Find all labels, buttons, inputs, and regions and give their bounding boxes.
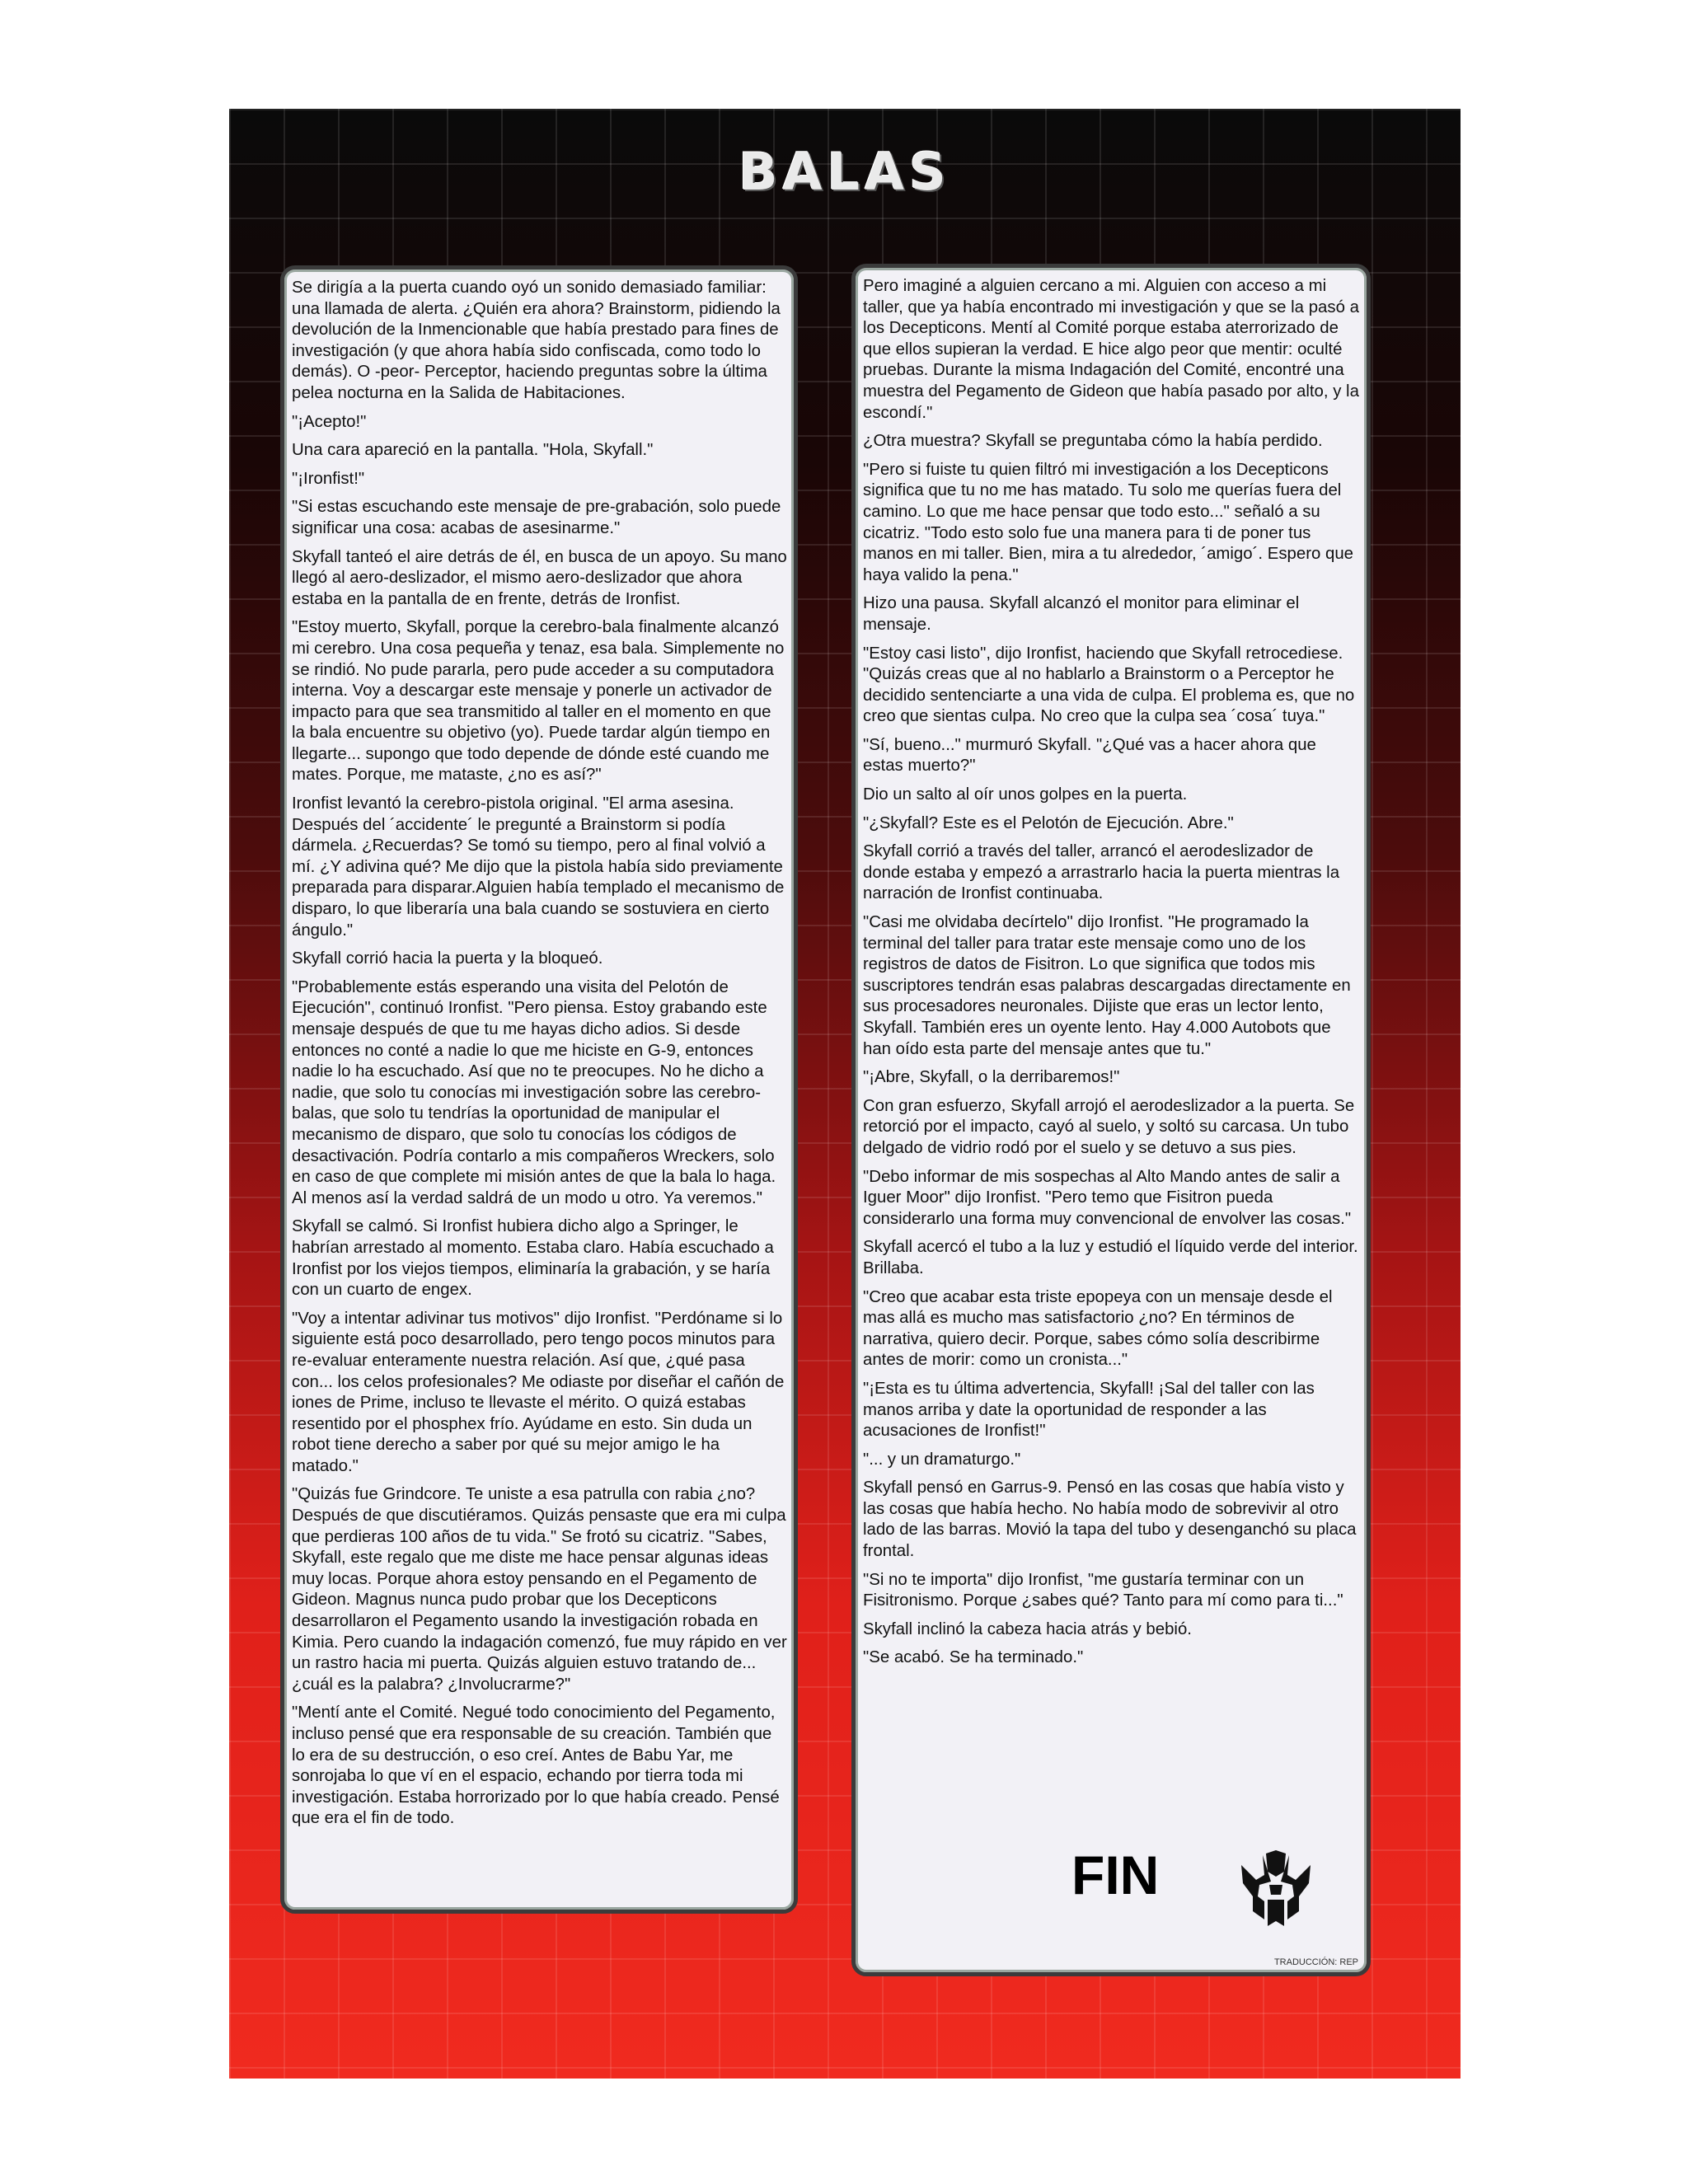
- paragraph: Skyfall se calmó. Si Ironfist hubiera dicho algo a Springer, le habrían arrestado al momento. Estaba claro. Había escuchado a Ironfist por los viejos tiempos, eliminaría la grabación, y se haría con un cuarto de engex.: [292, 1217, 774, 1300]
- autobot-logo-icon: [1235, 1847, 1317, 1929]
- paragraph: "Si estas escuchando este mensaje de pre-grabación, solo puede significar una cosa: acabas de asesinarme.": [292, 498, 781, 537]
- paragraph: Pero imaginé a alguien cercano a mi. Alguien con acceso a mi taller, que ya había encontrado mi investigación y que se la pasó a los Decepticons. Mentí al Comité porque estaba aterrorizado de que ellos supieran la verdad. E hice algo peor que mentir: oculté pruebas. Durante la misma Indagación del Comité, encontré una muestra del Pegamento de Gideon que había pasado por alto, y la escondí.": [863, 277, 1359, 422]
- translation-credit: TRADUCCIÓN: REP: [1273, 1957, 1358, 1967]
- paragraph: "Debo informar de mis sospechas al Alto Mando antes de salir a Iguer Moor" dijo Ironfist. "Pero temo que Fisitron pueda considerarlo una forma muy convencional de envolver las cosas.": [863, 1167, 1352, 1228]
- paragraph: "... y un dramaturgo.": [863, 1450, 1021, 1469]
- paragraph: Skyfall acercó el tubo a la luz y estudió el líquido verde del interior. Brillaba.: [863, 1238, 1358, 1277]
- paragraph: Hizo una pausa. Skyfall alcanzó el monitor para eliminar el mensaje.: [863, 594, 1300, 634]
- paragraph: Skyfall inclinó la cabeza hacia atrás y bebió.: [863, 1619, 1192, 1638]
- page-title: BALAS: [738, 142, 951, 202]
- paragraph: "Sí, bueno..." murmuró Skyfall. "¿Qué vas a hacer ahora que estas muerto?": [863, 735, 1316, 776]
- paragraph: "¡Abre, Skyfall, o la derribaremos!": [863, 1068, 1120, 1087]
- paragraph: "¡Esta es tu última advertencia, Skyfall! ¡Sal del taller con las manos arriba y date la oportunidad de responder a las acusaciones de Ironfist!": [863, 1379, 1315, 1441]
- paragraph: "¿Skyfall? Este es el Pelotón de Ejecución. Abre.": [863, 813, 1234, 832]
- paragraph: "Pero si fuiste tu quien filtró mi investigación a los Decepticons significa que tu no me has matado. Tu solo me querías fuera del camino. Lo que me hace pensar que todo esto..." señaló a su cicatriz. "Todo esto solo fue una manera para ti de poner tus manos en mi taller. Bien, mira a tu alrededor, ´amigo´. Espero que haya valido la pena.": [863, 460, 1354, 584]
- fin-label: FIN: [1071, 1844, 1160, 1905]
- paragraph: Skyfall tanteó el aire detrás de él, en busca de un apoyo. Su mano llegó al aero-deslizador, el mismo aero-deslizador que ahora estaba en la pantalla de en frente, detrás de Ironfist.: [292, 547, 787, 608]
- paragraph: "Se acabó. Se ha terminado.": [863, 1648, 1084, 1667]
- paragraph: "Casi me olvidaba decírtelo" dijo Ironfist. "He programado la terminal del taller para tratar este mensaje como uno de los registros de datos de Fisitron. Lo que significa que todos mis suscriptores tendrán esas palabras descargadas directamente en sus procesadores neuronales. Dijiste que eras un lector lento, Skyfall. También eres un oyente lento. Hay 4.000 Autobots que han oído esta parte del mensaje antes que tu.": [863, 913, 1351, 1058]
- paragraph: "¡Ironfist!": [292, 469, 365, 488]
- paragraph: "Voy a intentar adivinar tus motivos" dijo Ironfist. "Perdóname si lo siguiente está poco desarrollado, pero tengo pocos minutos para re-evaluar enteramente nuestra relación. Así que, ¿qué pasa con... los celos profesionales? Me odiaste por diseñar el cañón de iones de Prime, incluso te llevaste el mérito. O quizá estabas resentido por el phosphex frío. Ayúdame en esto. Sin duda un robot tiene derecho a saber por qué su mejor amigo le ha matado.": [292, 1309, 785, 1475]
- page-background: [229, 109, 1461, 2079]
- left-text-panel: [280, 265, 798, 1914]
- paragraph: Una cara apareció en la pantalla. "Hola, Skyfall.": [292, 441, 654, 460]
- paragraph: "Creo que acabar esta triste epopeya con un mensaje desde el mas allá es mucho mas satisfactorio ¿no? En términos de narrativa, quiero decir. Porque, sabes cómo solía describirme antes de morir: como un cronista...": [863, 1287, 1333, 1370]
- paragraph: "Si no te importa" dijo Ironfist, "me gustaría terminar con un Fisitronismo. Porque ¿sabes qué? Tanto para mí como para ti...": [863, 1570, 1343, 1610]
- paragraph: Skyfall corrió hacia la puerta y la bloqueó.: [292, 949, 603, 968]
- paragraph: Dio un salto al oír unos golpes en la puerta.: [863, 785, 1188, 804]
- paragraph: "Probablemente estás esperando una visita del Pelotón de Ejecución", continuó Ironfist. "Pero piensa. Estoy grabando este mensaje después de que tu me hayas dicho adios. Si desde entonces no conté a nadie lo que me hiciste en G-9, entonces nadie lo ha escuchado. Así que no te preocupes. No he dicho a nadie, que solo tu conocías mi investigación sobre las cerebro-balas, que solo tu tendrías la oportunidad de manipular el mecanismo de disparo, que solo tu conocías los códigos de desactivación. Podría contarlo a mis compañeros Wreckers, solo en caso de que complete mi misión antes de que la bala lo haga. Al menos así la verdad saldrá de un modo u otro. Ya veremos.": [292, 977, 776, 1207]
- paragraph: ¿Otra muestra? Skyfall se preguntaba cómo la había perdido.: [863, 432, 1323, 451]
- right-text-panel: [851, 264, 1371, 1976]
- paragraph: "Estoy casi listo", dijo Ironfist, haciendo que Skyfall retrocediese. "Quizás creas que al no hablarlo a Brainstorm o a Perceptor he decidido sentenciarte a una vida de culpa. El problema es, que no creo que sientas culpa. No creo que la culpa sea ´cosa´ tuya.": [863, 644, 1355, 726]
- paragraph: "¡Acepto!": [292, 412, 367, 431]
- paragraph: Skyfall corrió a través del taller, arrancó el aerodeslizador de donde estaba y empezó a arrastrarlo hacia la puerta mientras la narración de Ironfist continuaba.: [863, 842, 1340, 903]
- paragraph: Se dirigía a la puerta cuando oyó un sonido demasiado familiar: una llamada de alerta. ¿Quién era ahora? Brainstorm, pidiendo la devolución de la Inmencionable que había prestado para fines de investigación (y que ahora había sido confiscada, como todo lo demás). O -peor- Perceptor, haciendo preguntas sobre la última pelea nocturna en la Salida de Habitaciones.: [292, 279, 781, 402]
- paragraph: Con gran esfuerzo, Skyfall arrojó el aerodeslizador a la puerta. Se retorció por el impacto, cayó al suelo, y soltó su carcasa. Un tubo delgado de vidrio rodó por el suelo y se detuvo a sus pies.: [863, 1096, 1355, 1157]
- paragraph: Skyfall pensó en Garrus-9. Pensó en las cosas que había visto y las cosas que había hecho. No había modo de sobrevivir al otro lado de las barras. Movió la tapa del tubo y desenganchó su placa frontal.: [863, 1479, 1357, 1561]
- paragraph: "Quizás fue Grindcore. Te uniste a esa patrulla con rabia ¿no? Después de que discutiéramos. Quizás pensaste que era mi culpa que perdieras 100 años de tu vida." Se frotó su cicatriz. "Sabes, Skyfall, este regalo que me diste me hace pensar algunas ideas muy locas. Porque ahora estoy pensando en el Pegamento de Gideon. Magnus nunca pudo probar que los Decepticons desarrollaron el Pegamento usando la investigación robada en Kimia. Pero cuando la indagación comenzó, fue muy rápido en ver un rastro hacia mi puerta. Quizás alguien estuvo tratando de... ¿cuál es la palabra? ¿Involucrarme?": [292, 1485, 787, 1694]
- paragraph: Ironfist levantó la cerebro-pistola original. "El arma asesina. Después del ´accidente´ le pregunté a Brainstorm si podía dármela. ¿Recuerdas? Se tomó su tiempo, pero al final volvió a mí. ¿Y adivina qué? Me dijo que la pistola había sido previamente preparada para disparar.Alguien había templado el mecanismo de disparo, lo que liberaría una bala cuando se sostuviera en cierto ángulo.": [292, 794, 785, 940]
- paragraph: "Estoy muerto, Skyfall, porque la cerebro-bala finalmente alcanzó mi cerebro. Una cosa pequeña y tenaz, esa bala. Simplemente no se rindió. No pude pararla, pero pude acceder a su computadora interna. Voy a descargar este mensaje y ponerle un activador de impacto para que sea transmitido al taller en el momento en que la bala encuentre su objetivo (yo). Puede tardar algún tiempo en llegarte... supongo que todo depende de dónde esté cuando me mates. Porque, me mataste, ¿no es así?": [292, 618, 785, 785]
- paragraph: "Mentí ante el Comité. Negué todo conocimiento del Pegamento, incluso pensé que era responsable de su creación. También que lo era de su destrucción, o eso creí. Antes de Babu Yar, me sonrojaba lo que ví en el espacio, echando por tierra toda mi investigación. Estaba horrorizado por lo que había creado. Pensé que era el fin de todo.: [292, 1704, 780, 1828]
